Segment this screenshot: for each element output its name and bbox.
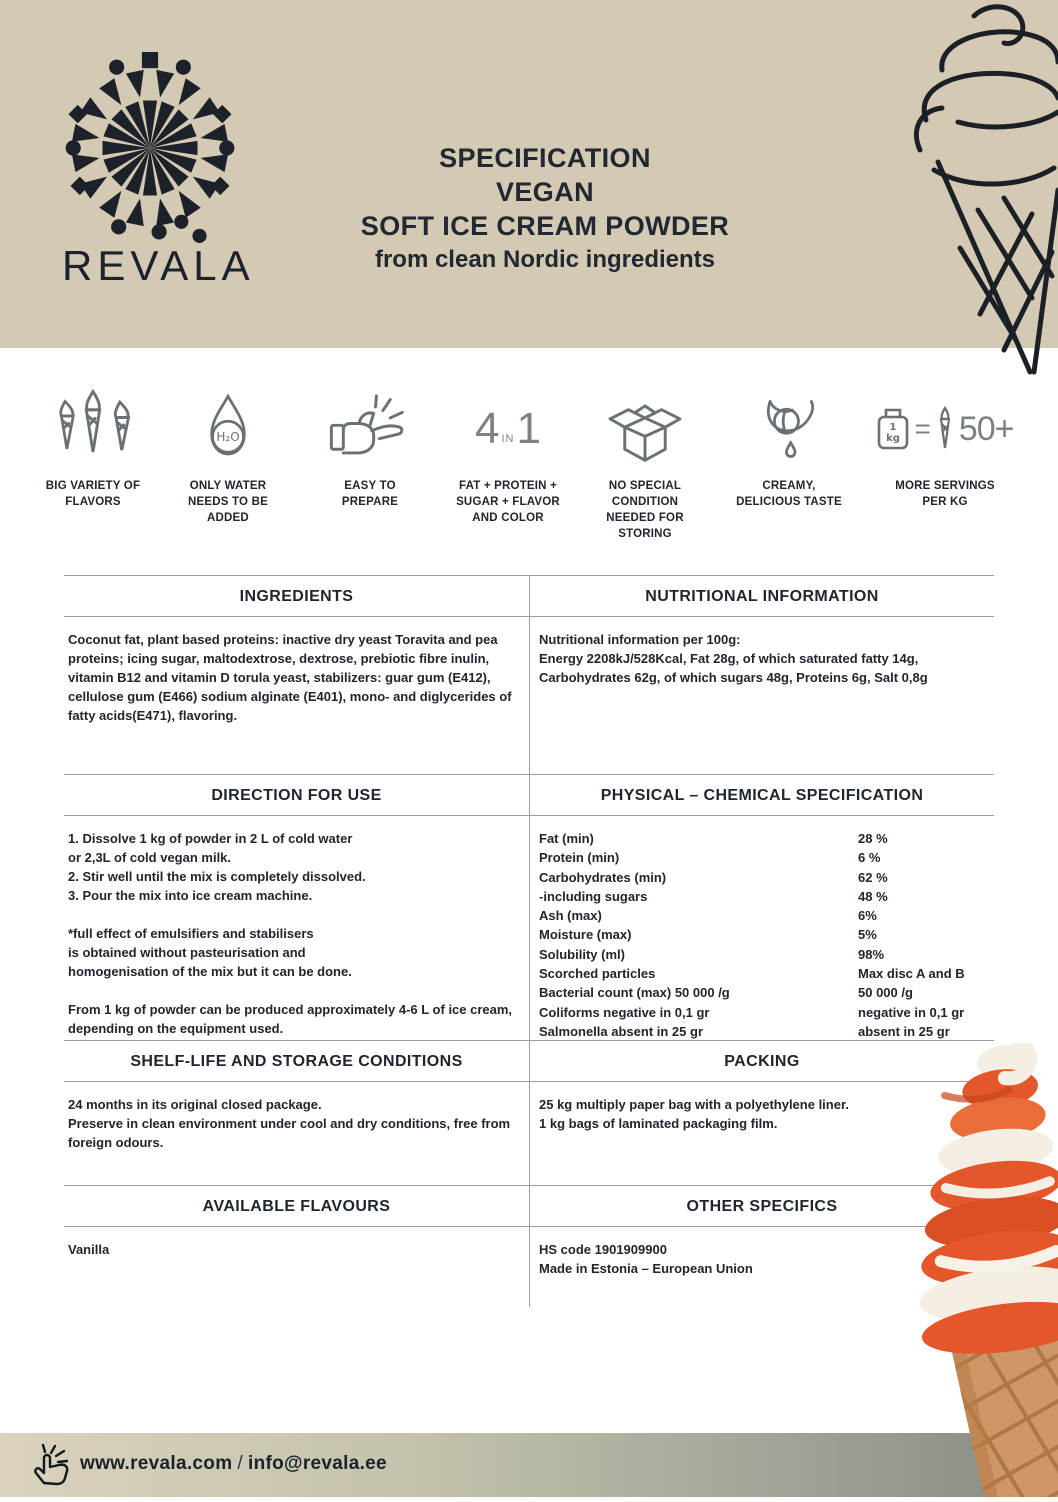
direction-step: or 2,3L of cold vegan milk. bbox=[68, 850, 232, 865]
servings-icon bbox=[877, 386, 1013, 472]
physchem-row: Fat (min) 28 % bbox=[539, 831, 888, 846]
revala-logo-icon bbox=[58, 52, 242, 244]
physchem-row: Salmonella absent in 25 gr absent in 25 gr bbox=[539, 1023, 950, 1039]
title-line: VEGAN bbox=[495, 177, 595, 207]
soft-serve-photo bbox=[888, 1043, 1058, 1497]
website-link[interactable]: www.revala.com bbox=[80, 1453, 233, 1474]
open-box-icon bbox=[577, 386, 713, 472]
direction-note: is obtained without pasteurisation and bbox=[68, 945, 306, 960]
direction-yield: From 1 kg of powder can be produced approximately 4-6 L of ice cream, depending on the equipment used. bbox=[68, 1002, 513, 1036]
water-drop-icon bbox=[160, 386, 296, 472]
feature-servings bbox=[877, 386, 1013, 510]
feature-label: ONLY WATER NEEDS TO BE ADDED bbox=[188, 480, 268, 524]
servings-count: 50+ bbox=[958, 409, 1014, 448]
physchem-row: Coliforms negative in 0,1 gr negative in 0,1 gr bbox=[539, 1004, 965, 1020]
tongue-icon bbox=[721, 386, 857, 472]
ice-cream-cones-icon bbox=[25, 386, 161, 472]
section-title-nutrition: NUTRITIONAL INFORMATION bbox=[529, 575, 994, 617]
section-title-shelf: SHELF-LIFE AND STORAGE CONDITIONS bbox=[64, 1040, 529, 1082]
features-row bbox=[0, 386, 1058, 571]
feature-four-in-one bbox=[440, 386, 576, 526]
title-line: SPECIFICATION bbox=[439, 143, 651, 173]
physchem-row: Scorched particles Max disc A and B bbox=[539, 966, 965, 982]
physchem-row: Protein (min) 6 % bbox=[539, 850, 881, 866]
nutrition-body bbox=[529, 617, 994, 774]
svg-text:kg: kg bbox=[886, 433, 901, 444]
physchem-row: Carbohydrates (min) 62 % bbox=[539, 869, 888, 885]
direction-step: 2. Stir well until the mix is completely dissolved. bbox=[68, 869, 366, 884]
section-title-physchem: PHYSICAL – CHEMICAL SPECIFICATION bbox=[529, 774, 994, 816]
nutrition-line: Carbohydrates 62g, of which sugars 48g, Proteins 6g, Salt 0,8g bbox=[539, 670, 928, 685]
other-line: HS code 1901909900 bbox=[539, 1242, 667, 1257]
small-cone-icon bbox=[935, 406, 955, 452]
snap-fingers-icon bbox=[302, 386, 438, 472]
title-line: SOFT ICE CREAM POWDER bbox=[360, 211, 730, 241]
click-hand-icon bbox=[27, 1443, 69, 1487]
direction-step: 1. Dissolve 1 kg of powder in 2 L of cold water bbox=[68, 831, 353, 846]
section-title-directions: DIRECTION FOR USE bbox=[64, 774, 529, 816]
feature-storing bbox=[577, 386, 713, 542]
flavours-body bbox=[64, 1227, 529, 1307]
four-in-one-1: 1 bbox=[516, 404, 541, 453]
feature-label: FAT + PROTEIN + SUGAR + FLAVOR AND COLOR bbox=[456, 480, 560, 524]
nutrition-line: Energy 2208kJ/528Kcal, Fat 28g, of which saturated fatty 14g, bbox=[539, 651, 919, 666]
feature-label: EASY TO PREPARE bbox=[341, 480, 399, 508]
shelf-line: Preserve in clean environment under cool and dry conditions, free from foreign odours. bbox=[68, 1116, 511, 1150]
spec-table bbox=[64, 575, 994, 1307]
physchem-row: Bacterial count (max) 50 000 /g 50 000 /g bbox=[539, 985, 913, 1001]
direction-note: homogenisation of the mix but it can be done. bbox=[68, 964, 352, 979]
four-in-one-icon bbox=[440, 386, 576, 472]
other-line: Made in Estonia – European Union bbox=[539, 1261, 753, 1276]
shelf-body bbox=[64, 1082, 529, 1185]
section-title-flavours: AVAILABLE FLAVOURS bbox=[64, 1185, 529, 1227]
email-link[interactable]: info@revala.ee bbox=[248, 1453, 387, 1474]
feature-label: NO SPECIAL CONDITION NEEDED FOR STORING bbox=[606, 480, 684, 540]
flavour-item: Vanilla bbox=[68, 1242, 110, 1257]
shelf-line: 24 months in its original closed package. bbox=[68, 1097, 322, 1112]
feature-label: BIG VARIETY OF FLAVORS bbox=[45, 480, 141, 508]
packing-line: 1 kg bags of laminated packaging film. bbox=[539, 1116, 778, 1131]
contact-separator: / bbox=[237, 1453, 243, 1474]
revala-wordmark: REVALA bbox=[62, 242, 255, 289]
kg-bag-icon bbox=[876, 406, 910, 452]
ingredients-text: Coconut fat, plant based proteins: inactive dry yeast Toravita and pea proteins; icing sugar, maltodextrose, dextrose, prebiotic fibre inulin, vitamin B12 and vitamin D torula yeast, stabilizers: guar gum (E412), cellulose gum (E466) sodium alginate (E401), mono- and diglycerides of fatty acids(E471), flavoring. bbox=[68, 632, 512, 723]
title-subtitle: from clean Nordic ingredients bbox=[374, 246, 716, 273]
direction-note: *full effect of emulsifiers and stabilisers bbox=[68, 926, 314, 941]
physchem-body bbox=[529, 816, 994, 1040]
swirl bbox=[888, 1043, 1058, 1362]
nutrition-line: Nutritional information per 100g: bbox=[539, 632, 741, 647]
feature-label: MORE SERVINGS PER KG bbox=[895, 480, 995, 508]
feature-taste bbox=[721, 386, 857, 510]
feature-easy bbox=[302, 386, 438, 510]
physchem-row: Solubility (ml) 98% bbox=[539, 946, 885, 962]
physchem-row: -including sugars 48 % bbox=[539, 888, 888, 904]
ice-cream-cone-illustration bbox=[904, 0, 1058, 386]
directions-body bbox=[64, 816, 529, 1040]
section-title-other: OTHER SPECIFICS bbox=[529, 1185, 994, 1227]
svg-text:H₂O: H₂O bbox=[216, 430, 240, 445]
direction-step: 3. Pour the mix into ice cream machine. bbox=[68, 888, 313, 903]
header-band bbox=[0, 0, 1058, 348]
four-in-one-4: 4 bbox=[475, 404, 500, 453]
equals-sign: = bbox=[914, 413, 931, 444]
feature-label: CREAMY, DELICIOUS TASTE bbox=[736, 480, 842, 508]
section-title-packing: PACKING bbox=[529, 1040, 994, 1082]
svg-text:1: 1 bbox=[890, 422, 897, 433]
physchem-row: Moisture (max) 5% bbox=[539, 927, 877, 943]
ingredients-body bbox=[64, 617, 529, 774]
four-in-one-in: IN bbox=[501, 433, 515, 445]
physchem-row: Ash (max) 6% bbox=[539, 908, 877, 924]
packing-line: 25 kg multiply paper bag with a polyethylene liner. bbox=[539, 1097, 849, 1112]
document-title bbox=[320, 141, 770, 277]
footer-contact bbox=[80, 1453, 387, 1475]
feature-water bbox=[160, 386, 296, 526]
section-title-ingredients: INGREDIENTS bbox=[64, 575, 529, 617]
feature-variety bbox=[25, 386, 161, 510]
